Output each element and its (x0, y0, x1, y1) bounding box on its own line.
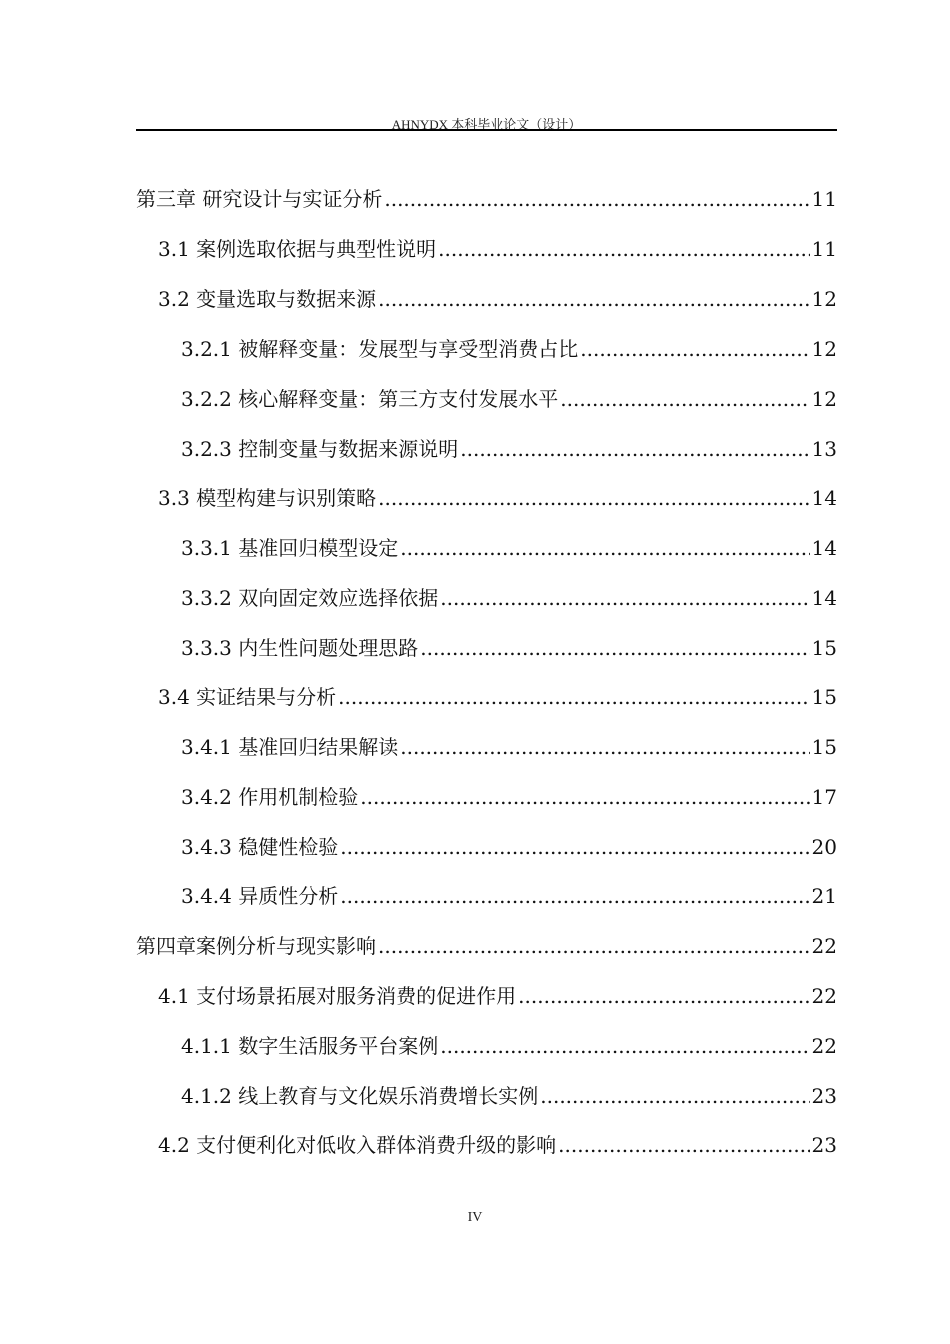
toc-page-number: 21 (811, 884, 837, 908)
toc-page-number: 14 (811, 536, 837, 560)
toc-entry-label: 3.2 变量选取与数据来源 (158, 287, 377, 311)
toc-page-number: 14 (811, 486, 837, 510)
toc-entry-4-1[interactable] (158, 981, 837, 1011)
toc-page-number: 23 (811, 1133, 837, 1157)
toc-dot-leader (518, 981, 809, 1011)
toc-page-number: 11 (811, 187, 837, 211)
toc-dot-leader (460, 434, 809, 464)
toc-dot-leader (360, 782, 809, 812)
toc-entry-3-2-2[interactable] (181, 384, 837, 414)
toc-entry-label: 3.3.1 基准回归模型设定 (181, 536, 399, 560)
toc-dot-leader (378, 931, 810, 961)
toc-entry-3-4-1[interactable] (181, 732, 837, 762)
toc-dot-leader (400, 732, 809, 762)
toc-page-number: 23 (811, 1084, 837, 1108)
toc-entry-label: 3.3.2 双向固定效应选择依据 (181, 586, 439, 610)
toc-dot-leader (384, 184, 809, 214)
toc-page-number: 17 (811, 785, 837, 809)
toc-page-number: 22 (811, 1034, 837, 1058)
toc-dot-leader (400, 533, 809, 563)
toc-entry-3-4[interactable] (158, 682, 837, 712)
page-header: AHNYDX 本科毕业论文（设计） (391, 117, 582, 132)
toc-dot-leader (440, 1031, 809, 1061)
toc-dot-leader (338, 682, 809, 712)
toc-entry-label: 3.1 案例选取依据与典型性说明 (158, 237, 437, 261)
toc-entry-label: 3.4.2 作用机制检验 (181, 785, 359, 809)
toc-dot-leader (560, 384, 809, 414)
toc-entry-3-1[interactable] (158, 234, 837, 264)
toc-entry-label: 第四章案例分析与现实影响 (136, 934, 376, 958)
toc-entry-chapter-4[interactable] (136, 931, 837, 961)
toc-dot-leader (340, 881, 809, 911)
toc-entry-3-3-2[interactable] (181, 583, 837, 613)
toc-entry-label: 3.2.1 被解释变量：发展型与享受型消费占比 (181, 337, 579, 361)
toc-entry-3-3[interactable] (158, 483, 837, 513)
toc-page-number: 22 (811, 934, 837, 958)
toc-page-number: 12 (811, 287, 837, 311)
toc-entry-label: 3.4.1 基准回归结果解读 (181, 735, 399, 759)
toc-entry-chapter-3[interactable] (136, 184, 837, 214)
toc-dot-leader (378, 284, 809, 314)
toc-dot-leader (558, 1130, 809, 1160)
toc-page-number: 11 (811, 237, 837, 261)
toc-entry-3-2-3[interactable] (181, 434, 837, 464)
toc-entry-3-3-1[interactable] (181, 533, 837, 563)
toc-page-number: 13 (811, 437, 837, 461)
toc-entry-label: 4.1.1 数字生活服务平台案例 (181, 1034, 439, 1058)
toc-page-number: 12 (811, 387, 837, 411)
toc-entry-4-2[interactable] (158, 1130, 837, 1160)
toc-entry-3-3-3[interactable] (181, 633, 837, 663)
toc-dot-leader (438, 234, 809, 264)
toc-entry-label: 3.3 模型构建与识别策略 (158, 486, 377, 510)
toc-page-number: 14 (811, 586, 837, 610)
toc-entry-label: 3.4.4 异质性分析 (181, 884, 339, 908)
toc-entry-3-2[interactable] (158, 284, 837, 314)
toc-entry-label: 3.2.3 控制变量与数据来源说明 (181, 437, 459, 461)
toc-dot-leader (420, 633, 809, 663)
toc-page-number: 15 (811, 636, 837, 660)
toc-page-number: 12 (811, 337, 837, 361)
toc-page-number: 15 (811, 735, 837, 759)
page-number: IV (467, 1210, 483, 1225)
toc-page-number: 20 (811, 835, 837, 859)
header-rule (136, 129, 837, 131)
toc-entry-4-1-1[interactable] (181, 1031, 837, 1061)
toc-dot-leader (440, 583, 809, 613)
toc-entry-label: 4.1.2 线上教育与文化娱乐消费增长实例 (181, 1084, 539, 1108)
toc-entry-label: 第三章 研究设计与实证分析 (136, 187, 383, 211)
toc-entry-label: 3.4.3 稳健性检验 (181, 835, 339, 859)
toc-entry-3-2-1[interactable] (181, 334, 837, 364)
toc-entry-label: 3.2.2 核心解释变量：第三方支付发展水平 (181, 387, 559, 411)
toc-dot-leader (378, 483, 809, 513)
toc-page-number: 22 (811, 984, 837, 1008)
toc-dot-leader (340, 832, 809, 862)
toc-dot-leader (580, 334, 809, 364)
toc-dot-leader (540, 1081, 809, 1111)
toc-entry-4-1-2[interactable] (181, 1081, 837, 1111)
toc-entry-3-4-2[interactable] (181, 782, 837, 812)
toc-entry-label: 4.1 支付场景拓展对服务消费的促进作用 (158, 984, 517, 1008)
toc-entry-3-4-4[interactable] (181, 881, 837, 911)
toc-entry-label: 3.4 实证结果与分析 (158, 685, 337, 709)
toc-entry-label: 3.3.3 内生性问题处理思路 (181, 636, 419, 660)
toc-entry-3-4-3[interactable] (181, 832, 837, 862)
toc-page-number: 15 (811, 685, 837, 709)
toc-entry-label: 4.2 支付便利化对低收入群体消费升级的影响 (158, 1133, 557, 1157)
